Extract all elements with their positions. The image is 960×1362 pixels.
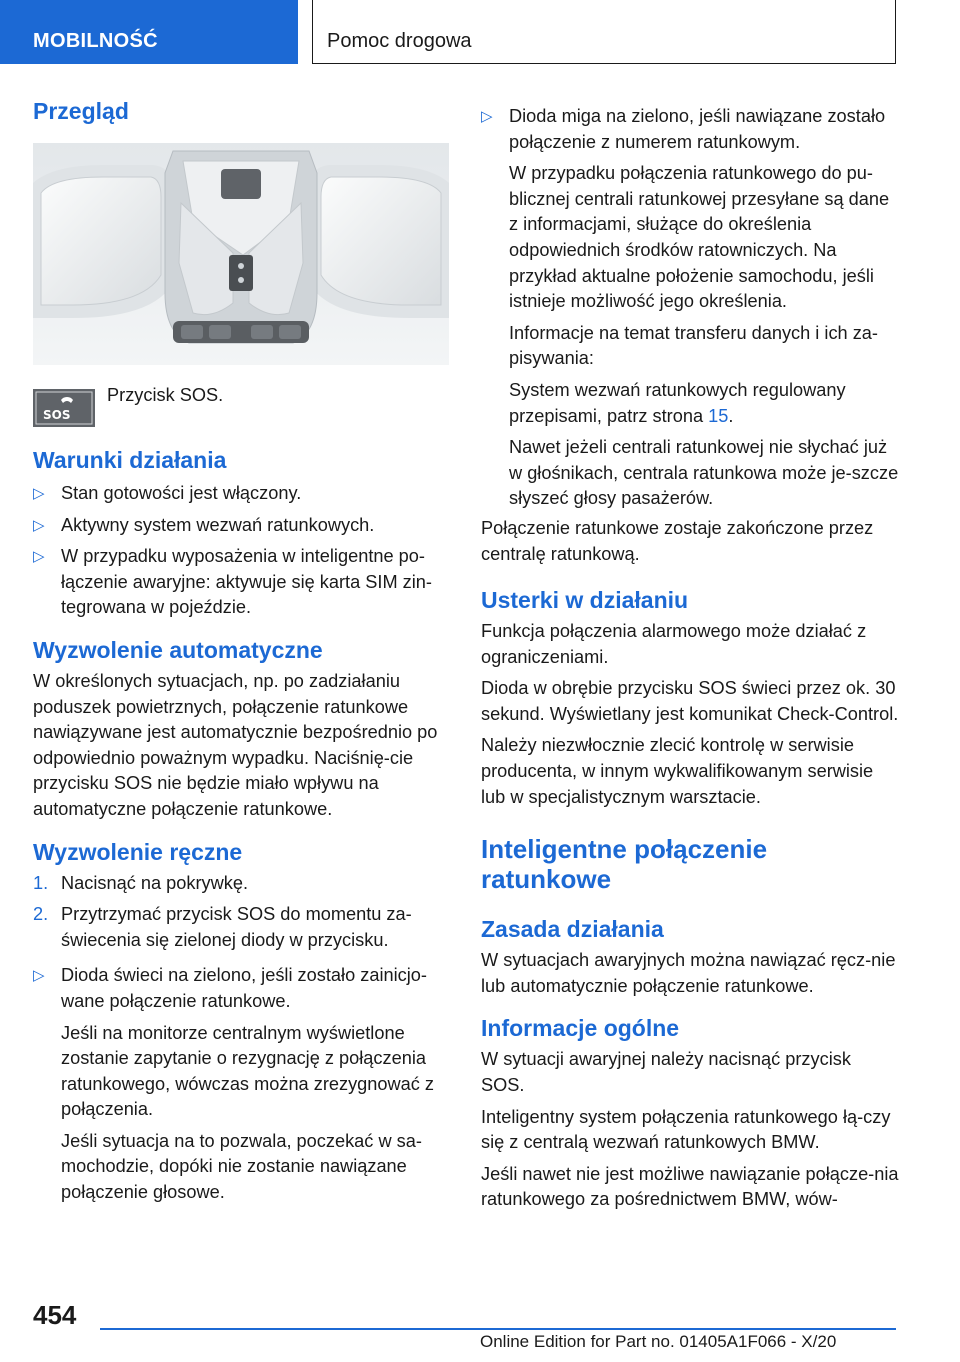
- faults-paragraph: Należy niezwłocznie zlecić kontrolę w serwisie producenta, w innym wykwalifikowanym serwisie lub w specjalistycznym warsztacie.: [481, 735, 874, 807]
- principle-text: W sytuacjach awaryjnych można nawiązać ręcz-nie lub automatycznie połączenie ratunkowe.: [481, 950, 896, 996]
- triangle-bullet-icon: ▷: [33, 548, 45, 566]
- blink-sub-paragraph: [481, 378, 899, 429]
- footer-edition: Online Edition for Part no. 01405A1F066 - X/20: [480, 1332, 837, 1351]
- led-bullet: [33, 963, 449, 1014]
- sos-caption: Przycisk SOS.: [107, 385, 224, 405]
- general-paragraph: Jeśli nawet nie jest możliwe nawiązanie połącze-nia ratunkowego za pośrednictwem BMW, wów-: [481, 1163, 899, 1210]
- section-tab[interactable]: [0, 0, 298, 64]
- triangle-bullet-icon: ▷: [481, 108, 493, 125]
- step-text: Przytrzymać przycisk SOS do momentu za-świecenia się zielonej diody w przycisku.: [61, 904, 412, 950]
- blink-sub-paragraph: Informacje na temat transferu danych i ich za-pisywania:: [509, 322, 878, 369]
- blink-bullet-text: Dioda miga na zielono, jeśli nawiązane zostało połączenie z numerem ratunkowym.: [509, 106, 886, 152]
- blink-bullet: [481, 104, 899, 155]
- general-heading: Informacje ogólne: [481, 1015, 680, 1042]
- condition-item: [33, 513, 449, 539]
- overhead-console-image: [33, 143, 449, 365]
- sos-icon: [33, 389, 95, 427]
- triangle-bullet-icon: ▷: [33, 485, 45, 502]
- left-column: [33, 96, 449, 1206]
- condition-text: W przypadku wyposażenia w inteligentne po-łączenie awaryjne: aktywuje się karta SIM zin-tegrowana w pojeździe.: [61, 546, 432, 618]
- reference-end: .: [728, 405, 734, 426]
- sos-caption-row: [33, 383, 449, 427]
- step-text: Nacisnąć na pokrywkę.: [61, 872, 249, 893]
- condition-item: [33, 544, 449, 621]
- section-label: MOBILNOŚĆ: [33, 30, 158, 52]
- smart-call-heading: [481, 834, 899, 894]
- faults-paragraph: Dioda w obrębie przycisku SOS świeci przez ok. 30 sekund. Wyświetlany jest komunikat Check-Control.: [481, 678, 899, 724]
- chapter-title: Pomoc drogowa: [327, 30, 472, 52]
- auto-trigger-text: W określonych sytuacjach, np. po zadziałaniu poduszek powietrznych, połączenie ratunkowe nawiązywane jest automatycznie bezpośrednio po odpowiednio poważnym wypadku. Naciśnię-cie przycisku SOS nie będzie miało wpływu na automatyczne połączenie ratunkowe.: [33, 670, 438, 819]
- smart-call-heading-line: ratunkowe: [481, 864, 612, 895]
- condition-text: Stan gotowości jest włączony.: [61, 483, 302, 503]
- chapter-header: [312, 0, 896, 64]
- footer-divider: [100, 1328, 896, 1330]
- manual-trigger-heading: Wyzwolenie ręczne: [33, 838, 243, 865]
- step-number: 2.: [33, 904, 49, 925]
- reference-text: System wezwań ratunkowych regulowany przepisami, patrz strona: [509, 379, 846, 426]
- auto-trigger-heading: Wyzwolenie automatyczne: [33, 636, 323, 663]
- condition-item: [33, 481, 449, 507]
- blink-sub-paragraph: W przypadku połączenia ratunkowego do pu-blicznej centrali ratunkowej przesyłane są dane z informacjami, służące do określenia odpowiednich środków ratowniczych. Na przykład aktualne położenie samochodu, jeśli istnieje możliwość jego określenia.: [509, 163, 890, 312]
- page-link[interactable]: 15: [708, 405, 729, 426]
- triangle-bullet-icon: ▷: [33, 967, 45, 985]
- condition-text: Aktywny system wezwań ratunkowych.: [61, 514, 375, 535]
- end-text: Połączenie ratunkowe zostaje zakończone przez centralę ratunkową.: [481, 517, 874, 564]
- general-paragraph: Inteligentny system połączenia ratunkowego łą-czy się z centralą wezwań ratunkowych BMW.: [481, 1106, 891, 1153]
- step-item: [33, 902, 449, 953]
- triangle-bullet-icon: ▷: [33, 516, 45, 534]
- blink-sub-paragraph: Nawet jeżeli centrali ratunkowej nie słychać już w głośnikach, centrala ratunkowa może je-szcze słyszeć głosy pasażerów.: [509, 437, 899, 509]
- page-number: 454: [33, 1300, 77, 1330]
- step-number: 1.: [33, 872, 49, 893]
- step-item: [33, 871, 449, 897]
- smart-call-heading-line: Inteligentne połączenie: [481, 834, 768, 865]
- conditions-heading: Warunki działania: [33, 447, 227, 473]
- led-bullet-text: Dioda świeci na zielono, jeśli zostało zainicjo-wane połączenie ratunkowe.: [61, 965, 427, 1011]
- faults-heading: Usterki w działaniu: [481, 587, 689, 614]
- principle-heading: Zasada działania: [481, 916, 664, 943]
- led-sub-paragraph: Jeśli na monitorze centralnym wyświetlone zostanie zapytanie o rezygnację z połączenia ratunkowego, wówczas można zrezygnować z połączenia.: [61, 1022, 435, 1120]
- faults-paragraph: Funkcja połączenia alarmowego może działać z ograniczeniami.: [481, 621, 867, 667]
- overview-heading: Przegląd: [33, 98, 129, 124]
- sos-icon-label: SOS: [43, 408, 71, 422]
- led-sub-paragraph: Jeśli sytuacja na to pozwala, poczekać w sa-mochodzie, dopóki nie zostanie nawiązane połączenie głosowe.: [61, 1130, 422, 1203]
- general-paragraph: W sytuacji awaryjnej należy nacisnąć przycisk SOS.: [481, 1049, 851, 1096]
- right-column: [481, 96, 899, 1213]
